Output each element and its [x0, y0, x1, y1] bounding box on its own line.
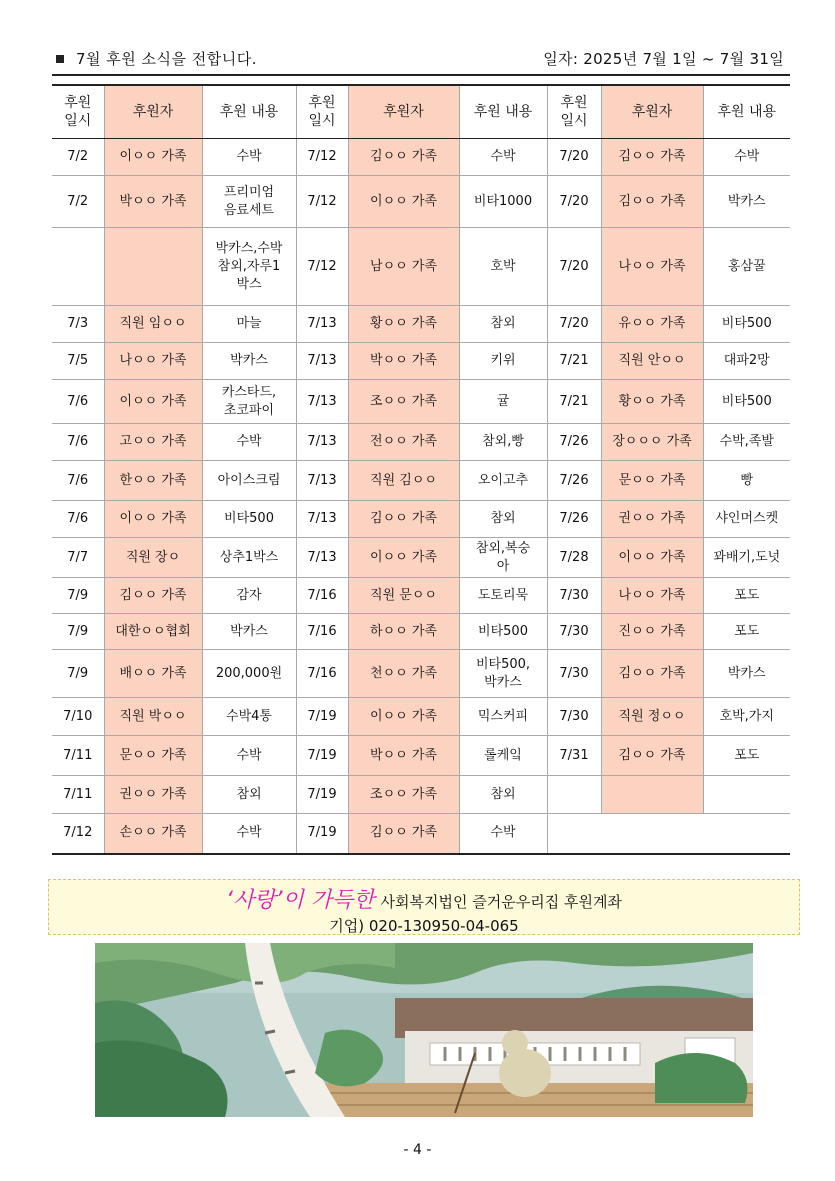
donor-cell: 권ㅇㅇ 가족 [104, 776, 202, 814]
date-cell: 7/5 [52, 343, 104, 380]
item-cell: 참외 [202, 776, 296, 814]
item-cell: 박카스 [202, 343, 296, 380]
date-cell: 7/13 [296, 461, 348, 501]
donor-cell: 문ㅇㅇ 가족 [104, 736, 202, 776]
date-cell: 7/12 [296, 228, 348, 306]
item-cell: 비타500 [202, 501, 296, 538]
donor-cell: 박ㅇㅇ 가족 [348, 736, 459, 776]
donor-cell: 유ㅇㅇ 가족 [601, 306, 703, 343]
item-cell: 수박 [459, 814, 547, 854]
date-cell: 7/2 [52, 139, 104, 176]
table-row [52, 461, 790, 501]
table-row [52, 538, 790, 578]
date-cell: 7/30 [547, 698, 601, 736]
donation-table [52, 84, 790, 855]
item-cell: 200,000원 [202, 650, 296, 698]
header-cell: 후원자 [601, 85, 703, 139]
date-cell: 7/13 [296, 424, 348, 461]
date-cell: 7/19 [296, 814, 348, 854]
date-cell: 7/7 [52, 538, 104, 578]
header-cell: 후원 일시 [296, 85, 348, 139]
table-row [52, 578, 790, 614]
header-cell: 후원 내용 [202, 85, 296, 139]
donor-cell: 이ㅇㅇ 가족 [104, 380, 202, 424]
donor-cell: 황ㅇㅇ 가족 [601, 380, 703, 424]
item-cell: 아이스크림 [202, 461, 296, 501]
empty-area [547, 814, 790, 854]
donor-cell: 이ㅇㅇ 가족 [348, 538, 459, 578]
date-cell: 7/20 [547, 176, 601, 228]
donor-cell: 박ㅇㅇ 가족 [104, 176, 202, 228]
table-row [52, 424, 790, 461]
date-cell: 7/13 [296, 306, 348, 343]
item-cell: 포도 [703, 736, 790, 776]
table-row [52, 650, 790, 698]
table-header-row [52, 85, 790, 139]
header-date: 일자: 2025년 7월 1일 ~ 7월 31일 [543, 50, 784, 68]
donor-cell: 고ㅇㅇ 가족 [104, 424, 202, 461]
date-cell: 7/10 [52, 698, 104, 736]
donor-cell: 장ㅇㅇㅇ 가족 [601, 424, 703, 461]
header-cell: 후원 일시 [52, 85, 104, 139]
date-cell [547, 776, 601, 814]
donor-cell: 이ㅇㅇ 가족 [104, 139, 202, 176]
date-cell: 7/16 [296, 614, 348, 650]
table-row [52, 814, 790, 854]
date-cell: 7/9 [52, 650, 104, 698]
donor-cell: 나ㅇㅇ 가족 [601, 578, 703, 614]
item-cell: 대파2망 [703, 343, 790, 380]
donor-cell: 김ㅇㅇ 가족 [348, 139, 459, 176]
donor-cell: 배ㅇㅇ 가족 [104, 650, 202, 698]
item-cell: 참외 [459, 501, 547, 538]
date-cell: 7/2 [52, 176, 104, 228]
table-body [52, 139, 790, 854]
header-cell: 후원 내용 [703, 85, 790, 139]
donor-cell: 문ㅇㅇ 가족 [601, 461, 703, 501]
item-cell: 포도 [703, 578, 790, 614]
date-cell: 7/6 [52, 380, 104, 424]
donor-cell: 이ㅇㅇ 가족 [601, 538, 703, 578]
garden-illustration [95, 943, 753, 1117]
item-cell: 수박 [202, 736, 296, 776]
banner-account-text: 기업) 020-130950-04-065 [329, 917, 519, 935]
date-cell: 7/6 [52, 461, 104, 501]
date-cell: 7/30 [547, 614, 601, 650]
bullet-square-icon [56, 55, 64, 63]
donor-cell: 진ㅇㅇ 가족 [601, 614, 703, 650]
header-cell: 후원 내용 [459, 85, 547, 139]
item-cell: 꽈배기,도넛 [703, 538, 790, 578]
donor-cell: 하ㅇㅇ 가족 [348, 614, 459, 650]
item-cell: 상추1박스 [202, 538, 296, 578]
donor-cell: 박ㅇㅇ 가족 [348, 343, 459, 380]
item-cell: 빵 [703, 461, 790, 501]
table-row [52, 736, 790, 776]
donor-cell: 나ㅇㅇ 가족 [601, 228, 703, 306]
date-cell: 7/26 [547, 461, 601, 501]
item-cell: 박카스 [703, 650, 790, 698]
item-cell: 박카스,수박 참외,자루1 박스 [202, 228, 296, 306]
donor-cell: 김ㅇㅇ 가족 [601, 139, 703, 176]
donor-cell: 황ㅇㅇ 가족 [348, 306, 459, 343]
table-row [52, 306, 790, 343]
item-cell: 참외 [459, 306, 547, 343]
item-cell: 프리미엄 음료세트 [202, 176, 296, 228]
header-title [52, 48, 257, 69]
donor-cell: 조ㅇㅇ 가족 [348, 776, 459, 814]
donor-cell: 이ㅇㅇ 가족 [348, 176, 459, 228]
date-cell: 7/12 [52, 814, 104, 854]
donor-cell: 직원 문ㅇㅇ [348, 578, 459, 614]
item-cell: 참외 [459, 776, 547, 814]
item-cell: 수박 [202, 139, 296, 176]
header-cell: 후원자 [348, 85, 459, 139]
header-title-text: 7월 후원 소식을 전합니다. [76, 50, 258, 68]
item-cell: 홍삼꿀 [703, 228, 790, 306]
item-cell: 비타500 [703, 380, 790, 424]
donor-cell: 권ㅇㅇ 가족 [601, 501, 703, 538]
header-cell: 후원 일시 [547, 85, 601, 139]
donor-cell: 한ㅇㅇ 가족 [104, 461, 202, 501]
item-cell: 수박 [202, 814, 296, 854]
date-cell: 7/26 [547, 501, 601, 538]
date-cell: 7/26 [547, 424, 601, 461]
donor-cell: 직원 정ㅇㅇ [601, 698, 703, 736]
table-row [52, 501, 790, 538]
donor-cell: 김ㅇㅇ 가족 [601, 176, 703, 228]
date-cell: 7/30 [547, 650, 601, 698]
donor-cell: 직원 장ㅇ [104, 538, 202, 578]
item-cell: 감자 [202, 578, 296, 614]
header-cell: 후원자 [104, 85, 202, 139]
donor-cell: 나ㅇㅇ 가족 [104, 343, 202, 380]
item-cell: 박카스 [703, 176, 790, 228]
item-cell: 수박,족발 [703, 424, 790, 461]
date-cell: 7/20 [547, 228, 601, 306]
date-cell: 7/16 [296, 578, 348, 614]
date-cell: 7/13 [296, 380, 348, 424]
table-row [52, 176, 790, 228]
illustration-image [95, 943, 753, 1117]
date-cell: 7/20 [547, 139, 601, 176]
item-cell: 참외,빵 [459, 424, 547, 461]
date-cell: 7/19 [296, 776, 348, 814]
date-cell [52, 228, 104, 306]
banner-org-text: 사회복지법인 즐거운우리집 후원계좌 [380, 893, 622, 911]
date-cell: 7/16 [296, 650, 348, 698]
item-cell: 호박 [459, 228, 547, 306]
donor-cell: 손ㅇㅇ 가족 [104, 814, 202, 854]
item-cell: 믹스커피 [459, 698, 547, 736]
date-cell: 7/13 [296, 538, 348, 578]
item-cell: 수박 [202, 424, 296, 461]
date-cell: 7/30 [547, 578, 601, 614]
item-cell: 포도 [703, 614, 790, 650]
date-cell: 7/6 [52, 501, 104, 538]
donor-cell: 김ㅇㅇ 가족 [348, 814, 459, 854]
date-cell: 7/9 [52, 614, 104, 650]
page-number: - 4 - [403, 1142, 432, 1158]
item-cell: 수박 [459, 139, 547, 176]
date-cell: 7/3 [52, 306, 104, 343]
donor-cell: 이ㅇㅇ 가족 [348, 698, 459, 736]
date-cell: 7/6 [52, 424, 104, 461]
date-cell: 7/21 [547, 343, 601, 380]
date-cell: 7/19 [296, 736, 348, 776]
table-row [52, 380, 790, 424]
donor-cell: 대한ㅇㅇ협회 [104, 614, 202, 650]
donor-cell: 전ㅇㅇ 가족 [348, 424, 459, 461]
donor-cell [601, 776, 703, 814]
table-row [52, 343, 790, 380]
date-cell: 7/13 [296, 343, 348, 380]
item-cell: 수박 [703, 139, 790, 176]
item-cell: 마늘 [202, 306, 296, 343]
donor-cell: 이ㅇㅇ 가족 [104, 501, 202, 538]
donor-cell: 김ㅇㅇ 가족 [601, 650, 703, 698]
donor-cell: 김ㅇㅇ 가족 [348, 501, 459, 538]
date-cell: 7/20 [547, 306, 601, 343]
table-row [52, 614, 790, 650]
item-cell: 카스타드, 초코파이 [202, 380, 296, 424]
donor-cell: 조ㅇㅇ 가족 [348, 380, 459, 424]
date-cell: 7/12 [296, 176, 348, 228]
item-cell: 키위 [459, 343, 547, 380]
item-cell: 오이고추 [459, 461, 547, 501]
item-cell: 호박,가지 [703, 698, 790, 736]
donor-cell: 직원 안ㅇㅇ [601, 343, 703, 380]
date-cell: 7/12 [296, 139, 348, 176]
date-cell: 7/9 [52, 578, 104, 614]
item-cell: 귤 [459, 380, 547, 424]
date-cell: 7/21 [547, 380, 601, 424]
donor-cell: 직원 김ㅇㅇ [348, 461, 459, 501]
donor-cell: 직원 임ㅇㅇ [104, 306, 202, 343]
item-cell: 비타500, 박카스 [459, 650, 547, 698]
donor-cell: 남ㅇㅇ 가족 [348, 228, 459, 306]
item-cell: 샤인머스켓 [703, 501, 790, 538]
table-row [52, 698, 790, 736]
table-row [52, 228, 790, 306]
donation-account-banner [48, 879, 800, 935]
date-cell: 7/11 [52, 736, 104, 776]
table-row [52, 776, 790, 814]
donor-cell [104, 228, 202, 306]
item-cell: 참외,복숭 아 [459, 538, 547, 578]
table-row [52, 139, 790, 176]
date-cell: 7/31 [547, 736, 601, 776]
item-cell: 롤케잌 [459, 736, 547, 776]
item-cell: 도토리묵 [459, 578, 547, 614]
item-cell: 비타1000 [459, 176, 547, 228]
date-cell: 7/13 [296, 501, 348, 538]
donor-cell: 직원 박ㅇㅇ [104, 698, 202, 736]
banner-love-text: ‘사랑’이 가득한 [226, 888, 375, 913]
donor-cell: 김ㅇㅇ 가족 [601, 736, 703, 776]
date-cell: 7/11 [52, 776, 104, 814]
item-cell: 비타500 [703, 306, 790, 343]
date-cell: 7/28 [547, 538, 601, 578]
item-cell: 비타500 [459, 614, 547, 650]
donor-cell: 천ㅇㅇ 가족 [348, 650, 459, 698]
date-cell: 7/19 [296, 698, 348, 736]
item-cell: 박카스 [202, 614, 296, 650]
page-header [52, 46, 790, 76]
item-cell: 수박4통 [202, 698, 296, 736]
donor-cell: 김ㅇㅇ 가족 [104, 578, 202, 614]
item-cell [703, 776, 790, 814]
